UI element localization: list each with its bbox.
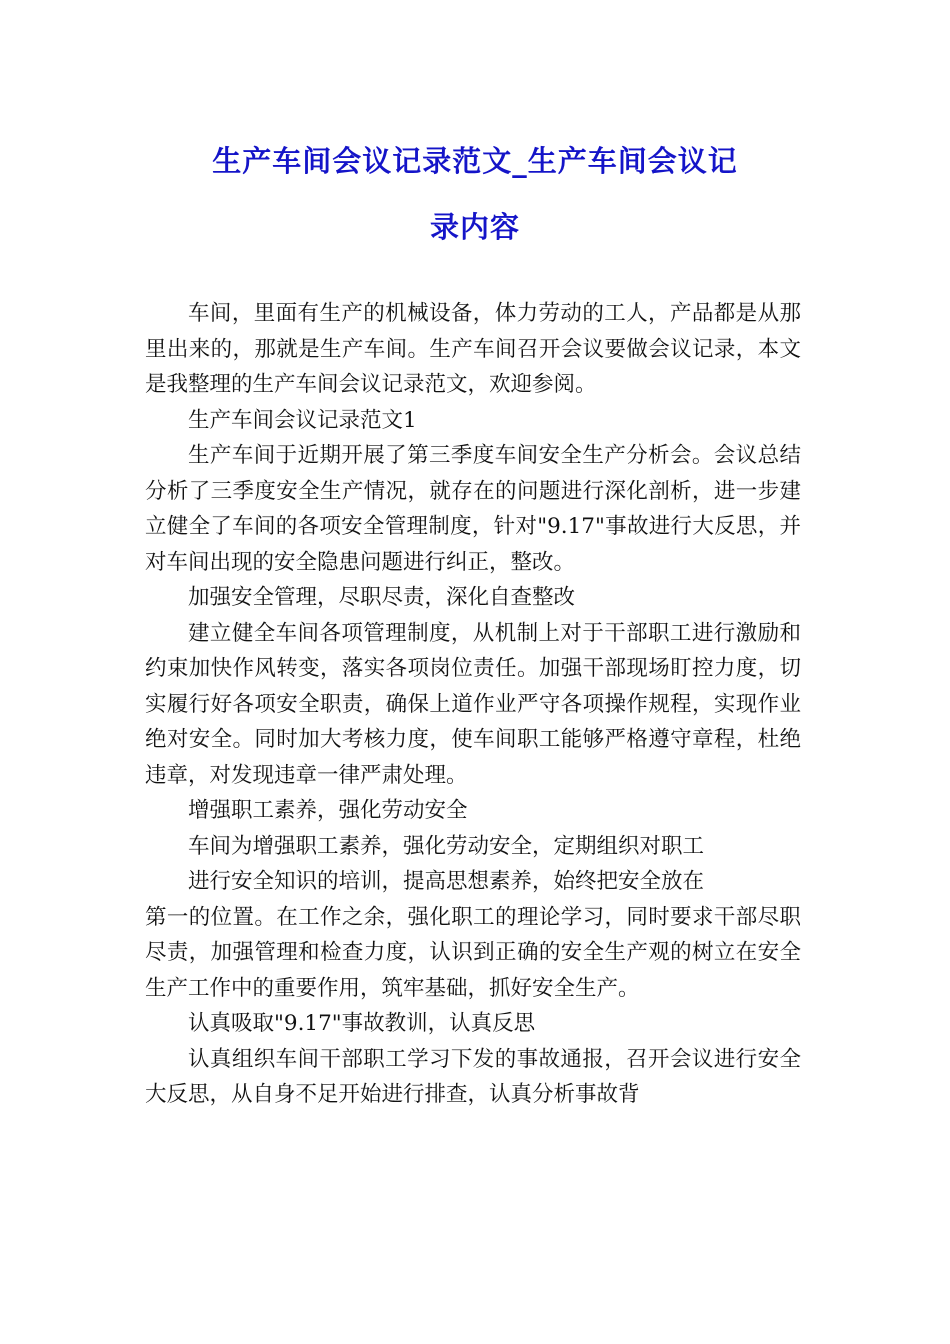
document-title	[140, 128, 810, 260]
section-heading: 加强安全管理，尽职尽责，深化自查整改	[188, 585, 576, 610]
section-heading-sample-1: 生产车间会议记录范文1	[188, 407, 417, 433]
paragraph: 建立健全车间各项管理制度，从机制上对于干部职工进行激励和约束加快作风转变，落实各项岗位责任。加强干部现场盯控力度，切实履行好各项安全职责，确保上道作业严守各项操作规程，实现作业绝对安全。同时加大考核力度，使车间职工能够严格遵守章程，杜绝违章，对发现违章一律严肃处理。	[145, 620, 801, 788]
section-heading: 增强职工素养，强化劳动安全	[188, 798, 468, 823]
paragraph: 生产车间于近期开展了第三季度车间安全生产分析会。会议总结分析了三季度安全生产情况，就存在的问题进行深化剖析，进一步建立健全了车间的各项安全管理制度，针对"9.17"事故进行大反思，并对车间出现的安全隐患问题进行纠正，整改。	[145, 443, 801, 575]
document-body	[145, 296, 801, 1113]
title-line-2: 录内容	[429, 210, 520, 244]
paragraph: 车间为增强职工素养，强化劳动安全，定期组织对职工	[188, 833, 705, 859]
section-heading: 认真吸取"9.17"事故教训，认真反思	[188, 1011, 536, 1036]
paragraph: 进行安全知识的培训，提高思想素养，始终把安全放在	[188, 869, 705, 894]
paragraph-intro: 车间，里面有生产的机械设备，体力劳动的工人，产品都是从那里出来的，那就是生产车间。生产车间召开会议要做会议记录，本文是我整理的生产车间会议记录范文，欢迎参阅。	[145, 301, 801, 397]
title-line-1: 生产车间会议记录范文_生产车间会议记	[212, 144, 738, 178]
paragraph: 认真组织车间干部职工学习下发的事故通报，召开会议进行安全大反思，从自身不足开始进行排查，认真分析事故背	[145, 1046, 801, 1107]
paragraph: 第一的位置。在工作之余，强化职工的理论学习，同时要求干部尽职尽责，加强管理和检查力度，认识到正确的安全生产观的树立在安全生产工作中的重要作用，筑牢基础，抓好安全生产。	[145, 904, 801, 1001]
